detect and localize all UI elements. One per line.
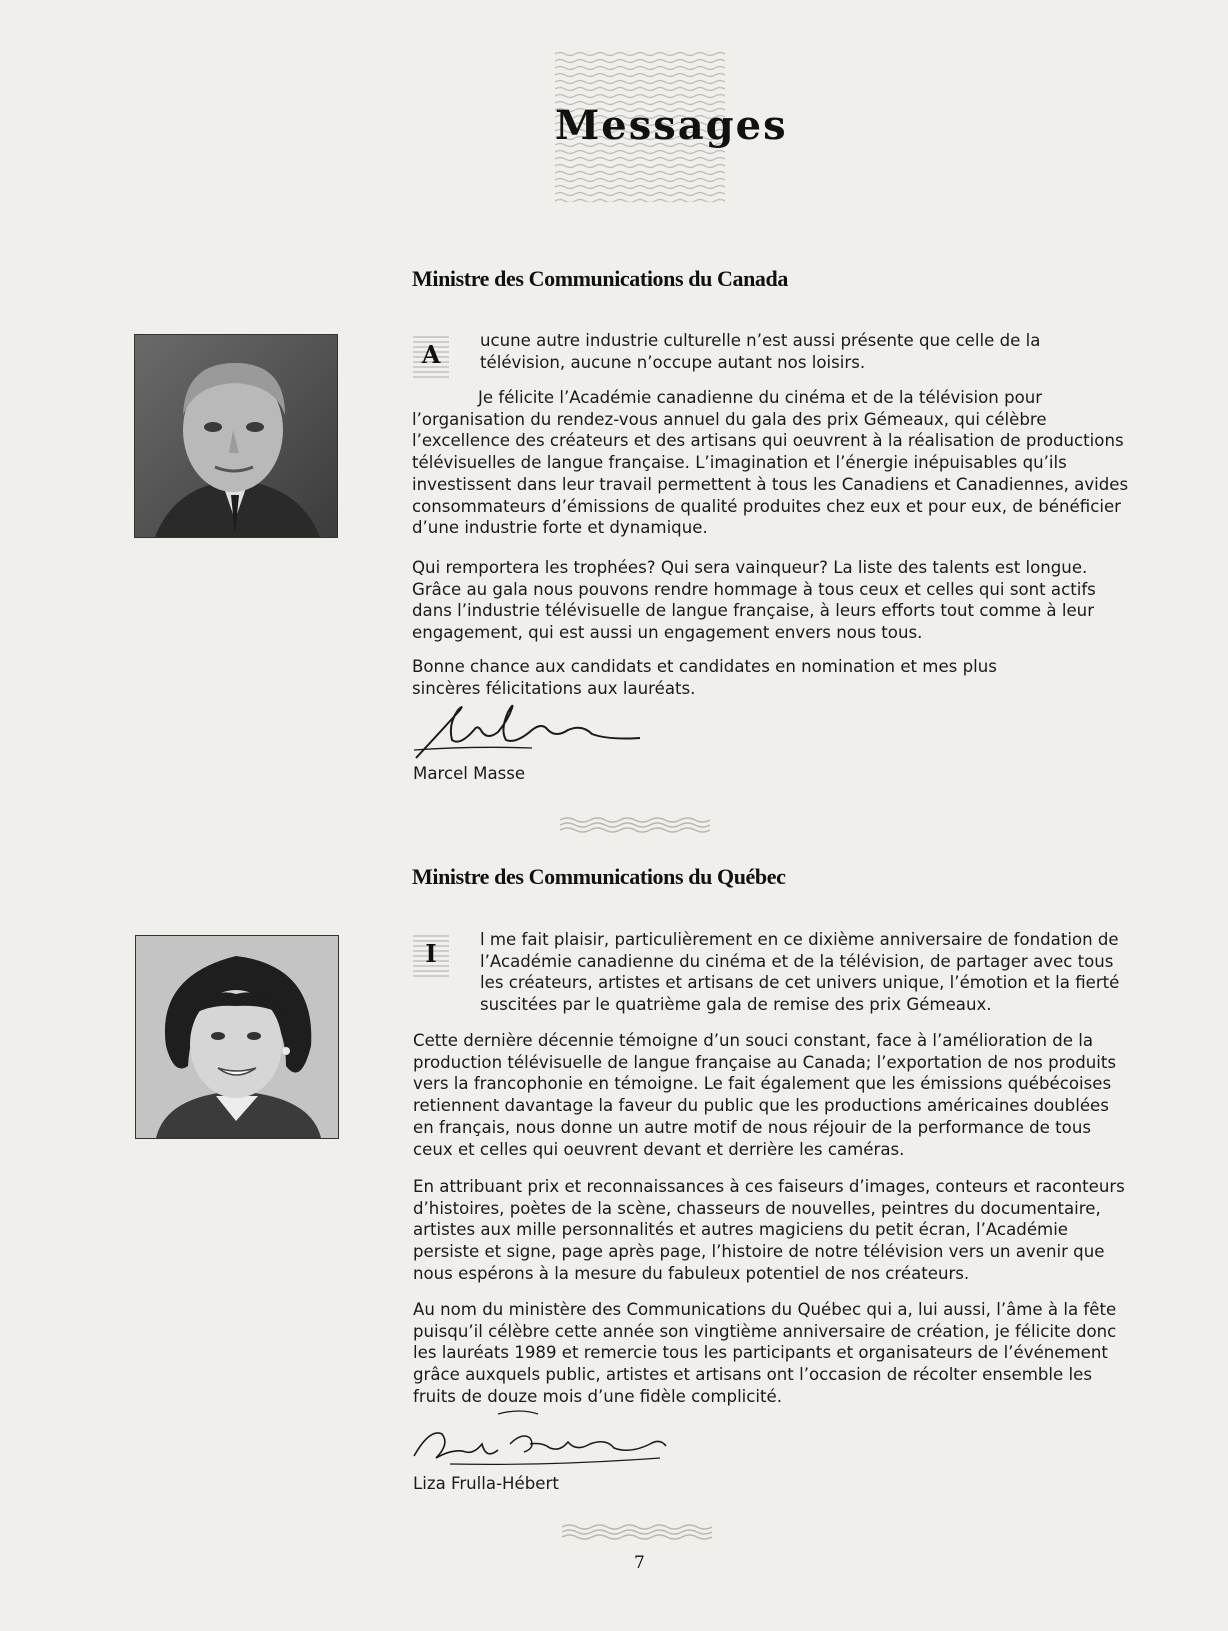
section-heading-canada: Ministre des Communications du Canada	[412, 266, 788, 291]
wave-divider	[560, 815, 710, 835]
signature-liza-frulla-hebert	[410, 1408, 670, 1472]
section-heading-quebec: Ministre des Communications du Québec	[412, 864, 786, 889]
signature-marcel-masse	[412, 700, 652, 765]
lead-paragraph: ucune autre industrie culturelle n’est aussi présente que celle de la télévision, aucune n’occupe autant nos loisirs.	[480, 331, 1041, 372]
body-paragraph: Au nom du ministère des Communications du Québec qui a, lui aussi, l’âme à la fête puisqu’il célèbre cette année son vingtième anniversaire de création, je félicite donc les lauréats 1989 et remercie tous les participants et organisateurs de l’événement grâce auxquels public, artistes et artisans ont l’occasion de récolter ensemble les fruits de douze mois d’une fidèle complicité.	[413, 1300, 1117, 1406]
signer-name: Liza Frulla-Hébert	[413, 1474, 559, 1493]
drop-cap-box	[413, 336, 449, 378]
drop-cap: A	[421, 340, 441, 369]
drop-cap: I	[425, 939, 437, 968]
drop-cap-box	[413, 935, 449, 977]
title-block	[555, 50, 788, 202]
portrait-photo	[135, 935, 339, 1139]
body-paragraph: Qui remportera les trophées? Qui sera vainqueur? La liste des talents est longue. Grâce au gala nous pouvons rendre hommage à tous ceux et celles qui sont actifs dans l’industrie télévisuelle de langue française, à leurs efforts tout comme à leur engagement, qui est aussi un engagement envers nous tous.	[412, 558, 1096, 643]
page-title: Messages	[555, 102, 788, 149]
wave-divider	[562, 1522, 712, 1542]
body-paragraph: Bonne chance aux candidats et candidates en nomination et mes plus sincères félicitations aux lauréats.	[412, 657, 997, 698]
page-number: 7	[634, 1553, 645, 1573]
portrait-photo	[134, 334, 338, 538]
body-paragraph: En attribuant prix et reconnaissances à ces faiseurs d’images, conteurs et raconteurs d’histoires, poètes de la scène, chasseurs de nouvelles, peintres du documentaire, artistes aux mille personnalités et autres magiciens du petit écran, l’Académie persiste et signe, page après page, l’histoire de notre télévision vers un avenir que nous espérons à la mesure du fabuleux potentiel de nos créateurs.	[413, 1177, 1125, 1283]
body-paragraph: Je félicite l’Académie canadienne du cinéma et de la télévision pour l’organisation du rendez-vous annuel du gala des prix Gémeaux, qui célèbre l’excellence des créateurs et des artisans qui oeuvrent à la réalisation de productions télévisuelles de langue française. L’imagination et l’énergie inépuisables qu’ils investissent dans leur travail permettent à tous les Canadiens et Canadiennes, avides consommateurs d’émissions de qualité produites chez eux et pour eux, de bénéficier d’une industrie forte et dynamique.	[412, 388, 1129, 538]
lead-paragraph: l me fait plaisir, particulièrement en ce dixième anniversaire de fondation de l’Académie canadienne du cinéma et de la télévision, de partager avec tous les créateurs, artistes et artisans de cet univers unique, l’émotion et la fierté suscitées par le quatrième gala de remise des prix Gémeaux.	[480, 930, 1120, 1015]
signer-name: Marcel Masse	[413, 764, 526, 783]
body-paragraph: Cette dernière décennie témoigne d’un souci constant, face à l’amélioration de la production télévisuelle de langue française au Canada; l’exportation de nos produits vers la francophonie en témoigne. Le fait également que les émissions québécoises retiennent davantage la faveur du public que les productions américaines doublées en français, nous donne un autre motif de nous réjouir de la performance de tous ceux et celles qui oeuvrent devant et derrière les caméras.	[413, 1031, 1117, 1159]
